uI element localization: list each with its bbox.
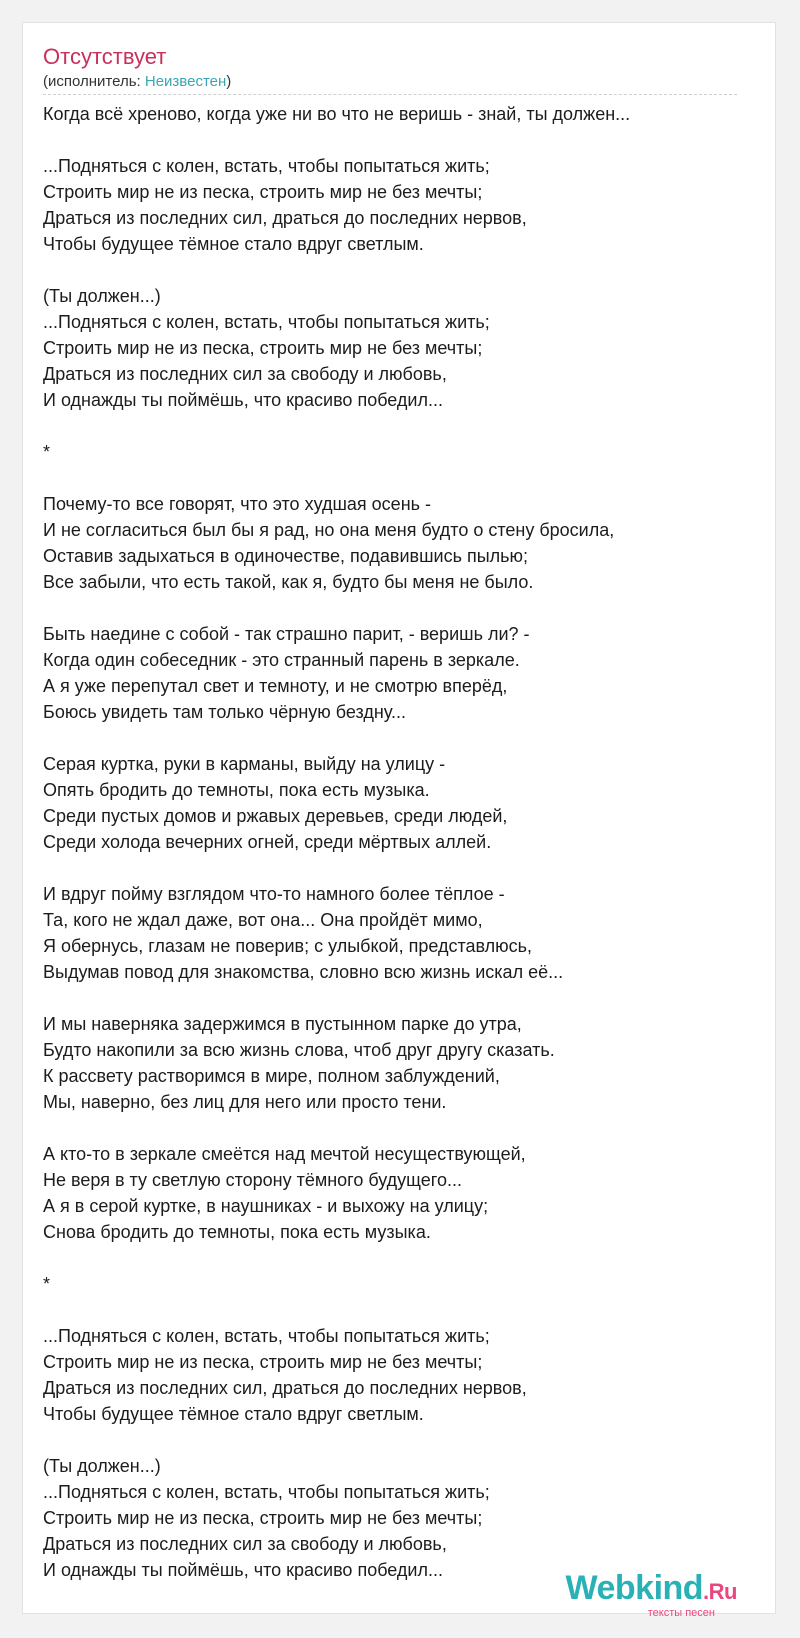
lyric-blank-line xyxy=(43,257,759,283)
lyric-line: Строить мир не из песка, строить мир не без мечты; xyxy=(43,338,483,358)
lyric-line: Строить мир не из песка, строить мир не без мечты; xyxy=(43,182,483,202)
lyric-line: Выдумав повод для знакомства, словно всю жизнь искал её... xyxy=(43,962,564,982)
lyric-line: Когда один собеседник - это странный парень в зеркале. xyxy=(43,650,520,670)
lyric-line: И однажды ты поймёшь, что красиво победил... xyxy=(43,390,443,410)
header-divider xyxy=(43,94,737,95)
lyric-line: Драться из последних сил за свободу и любовь, xyxy=(43,364,447,384)
lyric-line: ...Подняться с колен, встать, чтобы попытаться жить; xyxy=(43,156,490,176)
lyric-line: * xyxy=(43,1274,51,1294)
lyric-blank-line xyxy=(43,725,759,751)
lyric-line: Драться из последних сил, драться до последних нервов, xyxy=(43,1378,527,1398)
lyric-blank-line xyxy=(43,465,759,491)
watermark-tagline: тексты песен xyxy=(647,1607,715,1619)
lyric-line: Среди холода вечерних огней, среди мёртвых аллей. xyxy=(43,832,492,852)
lyric-line: Оставив задыхаться в одиночестве, подавившись пылью; xyxy=(43,546,529,566)
watermark-brand: Webkind xyxy=(565,1569,704,1607)
lyric-line: А я уже перепутал свет и темноту, и не смотрю вперёд, xyxy=(43,676,508,696)
lyric-blank-line xyxy=(43,595,759,621)
lyric-blank-line xyxy=(43,413,759,439)
lyric-line: И однажды ты поймёшь, что красиво победил... xyxy=(43,1560,443,1580)
site-watermark xyxy=(537,1571,737,1617)
lyric-line: А я в серой куртке, в наушниках - и выхожу на улицу; xyxy=(43,1196,489,1216)
lyric-line: (Ты должен...) xyxy=(43,1456,161,1476)
lyric-line: Драться из последних сил, драться до последних нервов, xyxy=(43,208,527,228)
lyric-line: Та, кого не ждал даже, вот она... Она пройдёт мимо, xyxy=(43,910,483,930)
lyric-line: (Ты должен...) xyxy=(43,286,161,306)
lyric-line: Боюсь увидеть там только чёрную бездну... xyxy=(43,702,406,722)
lyric-line: И мы наверняка задержимся в пустынном парке до утра, xyxy=(43,1014,522,1034)
lyric-line: Серая куртка, руки в карманы, выйду на улицу - xyxy=(43,754,446,774)
lyric-line: Не веря в ту светлую сторону тёмного будущего... xyxy=(43,1170,462,1190)
lyric-line: Быть наедине с собой - так страшно парит, - веришь ли? - xyxy=(43,624,530,644)
artist-prefix: (исполнитель: xyxy=(43,73,145,90)
artist-suffix: ) xyxy=(226,73,232,90)
lyric-blank-line xyxy=(43,1297,759,1323)
lyric-line: ...Подняться с колен, встать, чтобы попытаться жить; xyxy=(43,1326,490,1346)
lyric-line: Строить мир не из песка, строить мир не без мечты; xyxy=(43,1508,483,1528)
artist-link[interactable]: Неизвестен xyxy=(144,73,227,90)
lyric-line: Будто накопили за всю жизнь слова, чтоб друг другу сказать. xyxy=(43,1040,555,1060)
lyric-line: Опять бродить до темноты, пока есть музыка. xyxy=(43,780,430,800)
lyric-line: И не согласиться был бы я рад, но она меня будто о стену бросила, xyxy=(43,520,615,540)
lyric-line: И вдруг пойму взглядом что-то намного более тёплое - xyxy=(43,884,505,904)
lyric-line: Я обернусь, глазам не поверив; с улыбкой, представлюсь, xyxy=(43,936,533,956)
song-title: Отсутствует xyxy=(43,44,167,69)
lyric-blank-line xyxy=(43,985,759,1011)
lyric-blank-line xyxy=(43,1427,759,1453)
lyric-line: * xyxy=(43,442,51,462)
lyric-line: Чтобы будущее тёмное стало вдруг светлым. xyxy=(43,234,424,254)
lyric-line: Все забыли, что есть такой, как я, будто бы меня не было. xyxy=(43,572,534,592)
lyric-line: Среди пустых домов и ржавых деревьев, среди людей, xyxy=(43,806,508,826)
lyric-line: Снова бродить до темноты, пока есть музыка. xyxy=(43,1222,431,1242)
lyrics-card xyxy=(22,22,776,1619)
lyric-line: Драться из последних сил за свободу и любовь, xyxy=(43,1534,447,1554)
lyric-blank-line xyxy=(43,1245,759,1271)
lyric-line: К рассвету растворимся в мире, полном заблуждений, xyxy=(43,1066,500,1086)
lyric-line: Почему-то все говорят, что это худшая осень - xyxy=(43,494,432,514)
lyric-line: Когда всё хреново, когда уже ни во что не веришь - знай, ты должен... xyxy=(43,104,631,124)
lyric-blank-line xyxy=(43,855,759,881)
artist-line xyxy=(43,73,231,91)
lyric-line: ...Подняться с колен, встать, чтобы попытаться жить; xyxy=(43,312,490,332)
lyric-line: ...Подняться с колен, встать, чтобы попытаться жить; xyxy=(43,1482,490,1502)
lyric-blank-line xyxy=(43,127,759,153)
lyric-blank-line xyxy=(43,1115,759,1141)
lyric-line: А кто-то в зеркале смеётся над мечтой несуществующей, xyxy=(43,1144,526,1164)
watermark-tld: .Ru xyxy=(703,1579,737,1604)
lyrics-body xyxy=(43,101,759,1583)
lyric-line: Мы, наверно, без лиц для него или просто тени. xyxy=(43,1092,447,1112)
lyric-line: Чтобы будущее тёмное стало вдруг светлым. xyxy=(43,1404,424,1424)
watermark-logo xyxy=(537,1571,737,1609)
lyric-line: Строить мир не из песка, строить мир не без мечты; xyxy=(43,1352,483,1372)
